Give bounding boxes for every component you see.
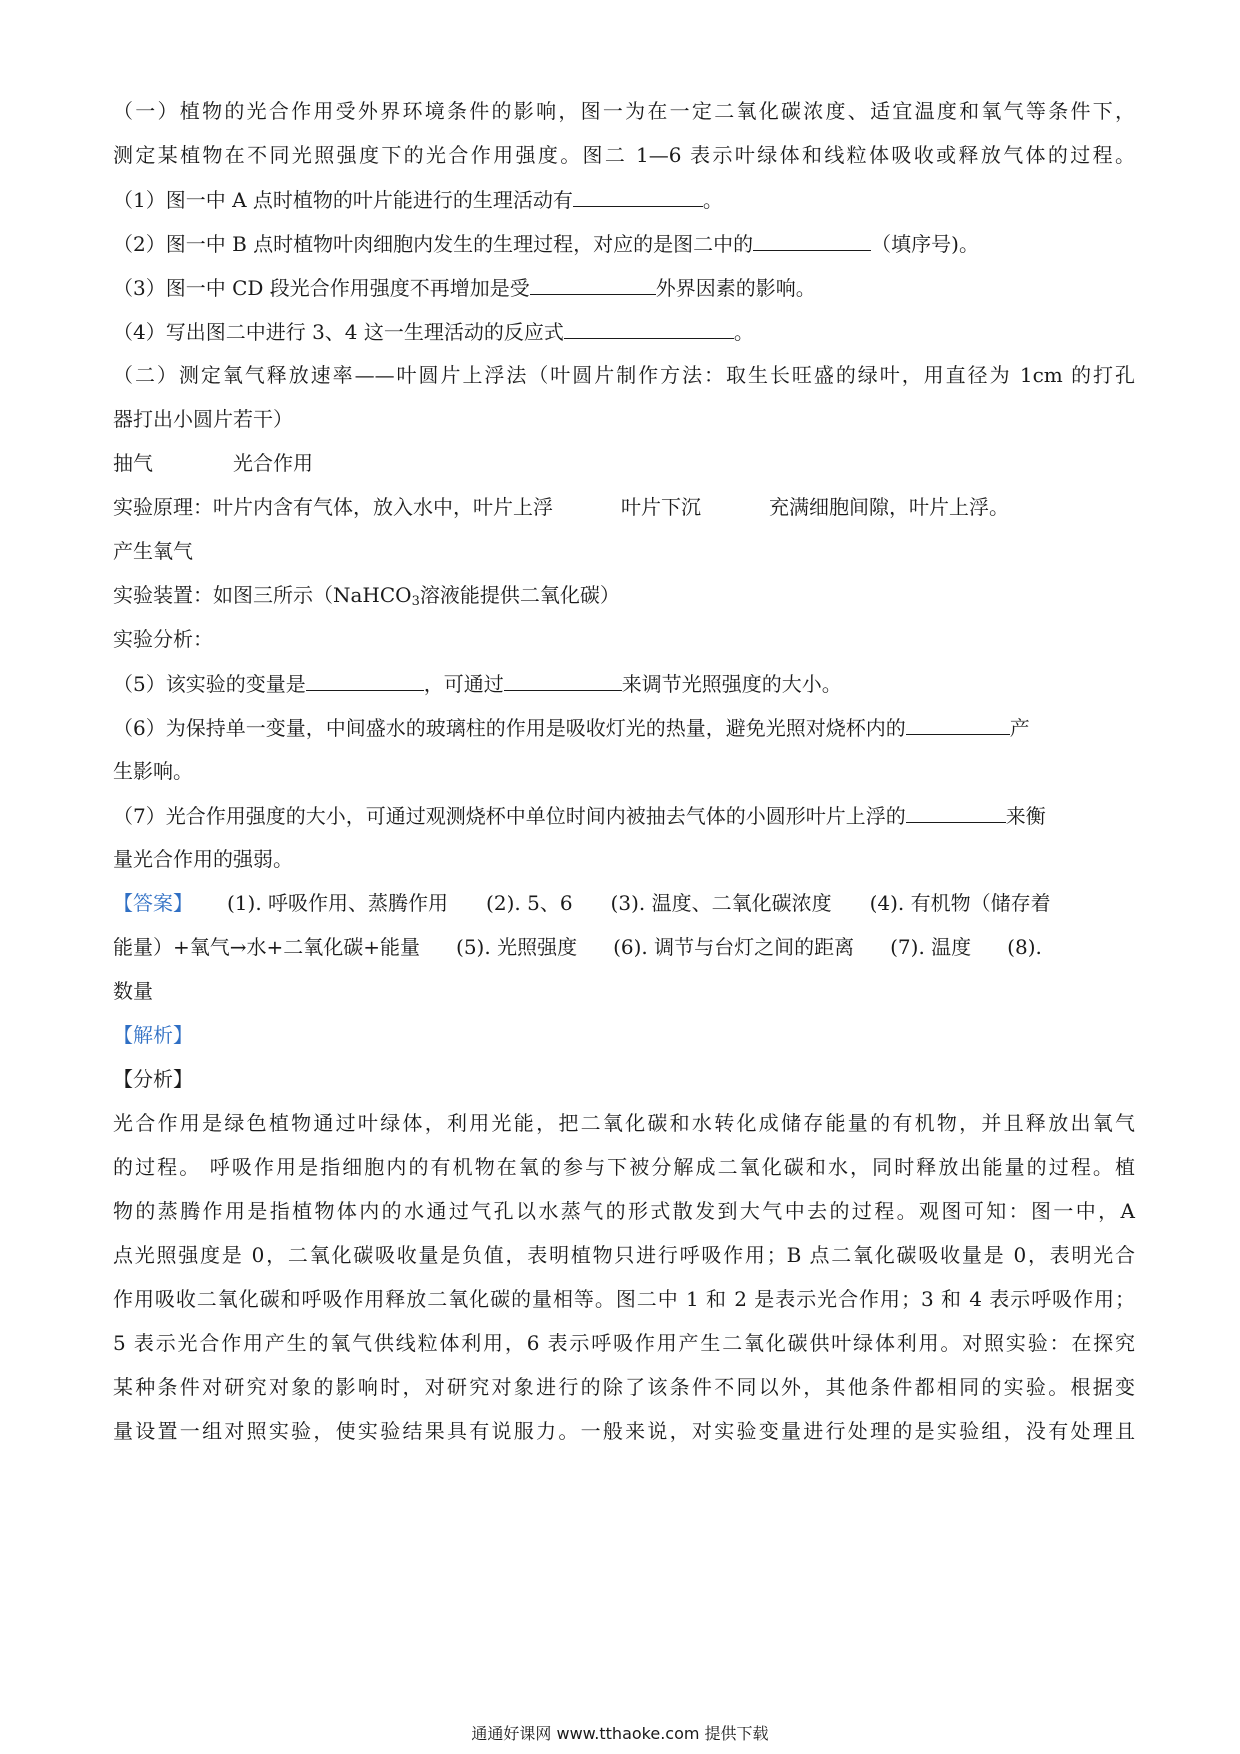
answer-7: (7). 温度 <box>890 935 972 959</box>
question-5 <box>113 668 1135 699</box>
page-footer: 通通好课网 www.tthaoke.com 提供下载 <box>471 1724 769 1743</box>
question-1 <box>113 184 1135 215</box>
experiment-device <box>113 580 1135 617</box>
part2-intro-line1: （二）测定氧气释放速率——叶圆片上浮法（叶圆片制作方法：取生长旺盛的绿叶，用直径为 1cm 的打孔 <box>113 363 1135 387</box>
jiexi-label: 【解析】 <box>113 1023 193 1047</box>
device-subscript: 3 <box>411 594 420 609</box>
question-3-text: （3）图一中 CD 段光合作用强度不再增加是受 <box>113 276 530 300</box>
reaction-labels-top <box>113 448 1135 478</box>
fenxi-label: 【分析】 <box>113 1067 193 1091</box>
part2-intro-line2: 器打出小圆片若干） <box>113 407 293 431</box>
question-3-blank[interactable] <box>530 272 656 295</box>
question-1-end: 。 <box>702 188 723 212</box>
label-guanghe: 光合作用 <box>233 451 313 475</box>
part1-intro-line1: （一）植物的光合作用受外界环境条件的影响，图一为在一定二氧化碳浓度、适宜温度和氧气等条件下， <box>113 99 1135 123</box>
answer-3: (3). 温度、二氧化碳浓度 <box>610 891 832 915</box>
question-7 <box>113 800 1135 831</box>
part1-intro-line2: 测定某植物在不同光照强度下的光合作用强度。图二 1—6 表示叶绿体和线粒体吸收或释放气体的过程。 <box>113 143 1135 167</box>
question-7-text-b: 来衡 <box>1005 804 1046 828</box>
question-3-end: 外界因素的影响。 <box>655 276 816 300</box>
question-6-text-a: （6）为保持单一变量，中间盛水的玻璃柱的作用是吸收灯光的热量，避免光照对烧杯内的 <box>113 716 906 740</box>
question-2-blank[interactable] <box>753 228 871 251</box>
question-5-text-b: ，可通过 <box>423 672 504 696</box>
device-text-b: 溶液能提供二氧化碳） <box>419 583 620 607</box>
question-5-blank-2[interactable] <box>504 668 622 691</box>
question-4-end: 。 <box>733 320 754 344</box>
analysis-line-2: 的过程。 呼吸作用是指细胞内的有机物在氧的参与下被分解成二氧化碳和水，同时释放出能量的过程。植 <box>113 1155 1135 1179</box>
device-text-a: 实验装置：如图三所示（NaHCO <box>113 583 412 607</box>
answer-6: (6). 调节与台灯之间的距离 <box>613 935 855 959</box>
question-6-line2: 生影响。 <box>113 759 193 783</box>
principle-part-c: 充满细胞间隙，叶片上浮。 <box>769 495 1009 519</box>
question-5-text-a: （5）该实验的变量是 <box>113 672 306 696</box>
answer-2: (2). 5、6 <box>486 891 573 915</box>
question-6 <box>113 712 1135 743</box>
principle-part-b: 叶片下沉 <box>621 495 701 519</box>
question-2-end: （填序号)。 <box>871 232 979 256</box>
question-2 <box>113 228 1135 259</box>
answer-8-label: (8). <box>1007 935 1042 959</box>
question-6-text-b: 产 <box>1009 716 1030 740</box>
answer-8-value: 数量 <box>113 979 153 1003</box>
answer-line2 <box>113 932 1135 962</box>
answer-1: (1). 呼吸作用、蒸腾作用 <box>227 891 449 915</box>
question-6-blank[interactable] <box>906 712 1010 735</box>
analysis-line-3: 物的蒸腾作用是指植物体内的水通过气孔以水蒸气的形式散发到大气中去的过程。观图可知：图一中，A <box>113 1199 1135 1223</box>
question-4-text: （4）写出图二中进行 3、4 这一生理活动的反应式 <box>113 320 564 344</box>
question-3 <box>113 272 1135 303</box>
analysis-line-5: 作用吸收二氧化碳和呼吸作用释放二氧化碳的量相等。图二中 1 和 2 是表示光合作用；3 和 4 表示呼吸作用； <box>113 1287 1135 1311</box>
principle-part-a: 实验原理：叶片内含有气体，放入水中，叶片上浮 <box>113 495 553 519</box>
question-7-line2: 量光合作用的强弱。 <box>113 847 293 871</box>
analysis-line-7: 某种条件对研究对象的影响时，对研究对象进行的除了该条件不同以外，其他条件都相同的实验。根据变 <box>113 1375 1135 1399</box>
answer-4-part1: (4). 有机物（储存着 <box>869 891 1051 915</box>
analysis-line-1: 光合作用是绿色植物通过叶绿体，利用光能，把二氧化碳和水转化成储存能量的有机物，并且释放出氧气 <box>113 1111 1135 1135</box>
question-7-blank[interactable] <box>906 800 1006 823</box>
question-1-blank[interactable] <box>573 184 703 207</box>
analysis-line-8: 量设置一组对照实验，使实验结果具有说服力。一般来说，对实验变量进行处理的是实验组，没有处理且 <box>113 1419 1135 1443</box>
analysis-line-6: 5 表示光合作用产生的氧气供线粒体利用，6 表示呼吸作用产生二氧化碳供叶绿体利用。对照实验：在探究 <box>113 1331 1135 1355</box>
question-7-text-a: （7）光合作用强度的大小，可通过观测烧杯中单位时间内被抽去气体的小圆形叶片上浮的 <box>113 804 906 828</box>
question-5-blank-1[interactable] <box>306 668 424 691</box>
analysis-line-4: 点光照强度是 0，二氧化碳吸收量是负值，表明植物只进行呼吸作用；B 点二氧化碳吸收量是 0，表明光合 <box>113 1243 1135 1267</box>
question-2-text: （2）图一中 B 点时植物叶肉细胞内发生的生理过程，对应的是图二中的 <box>113 232 754 256</box>
question-4 <box>113 316 1135 347</box>
answer-label: 【答案】 <box>113 891 193 915</box>
label-chouqi: 抽气 <box>113 451 153 475</box>
question-1-text: （1）图一中 A 点时植物的叶片能进行的生理活动有 <box>113 188 573 212</box>
analysis-title: 实验分析： <box>113 627 213 651</box>
question-5-text-c: 来调节光照强度的大小。 <box>621 672 842 696</box>
label-oxygen: 产生氧气 <box>113 539 193 563</box>
answer-4-part2: 能量）+氧气→水+二氧化碳+能量 <box>113 935 421 959</box>
answer-line1 <box>113 888 1135 918</box>
question-4-blank[interactable] <box>564 316 734 339</box>
answer-5: (5). 光照强度 <box>456 935 578 959</box>
experiment-principle <box>113 492 1135 522</box>
